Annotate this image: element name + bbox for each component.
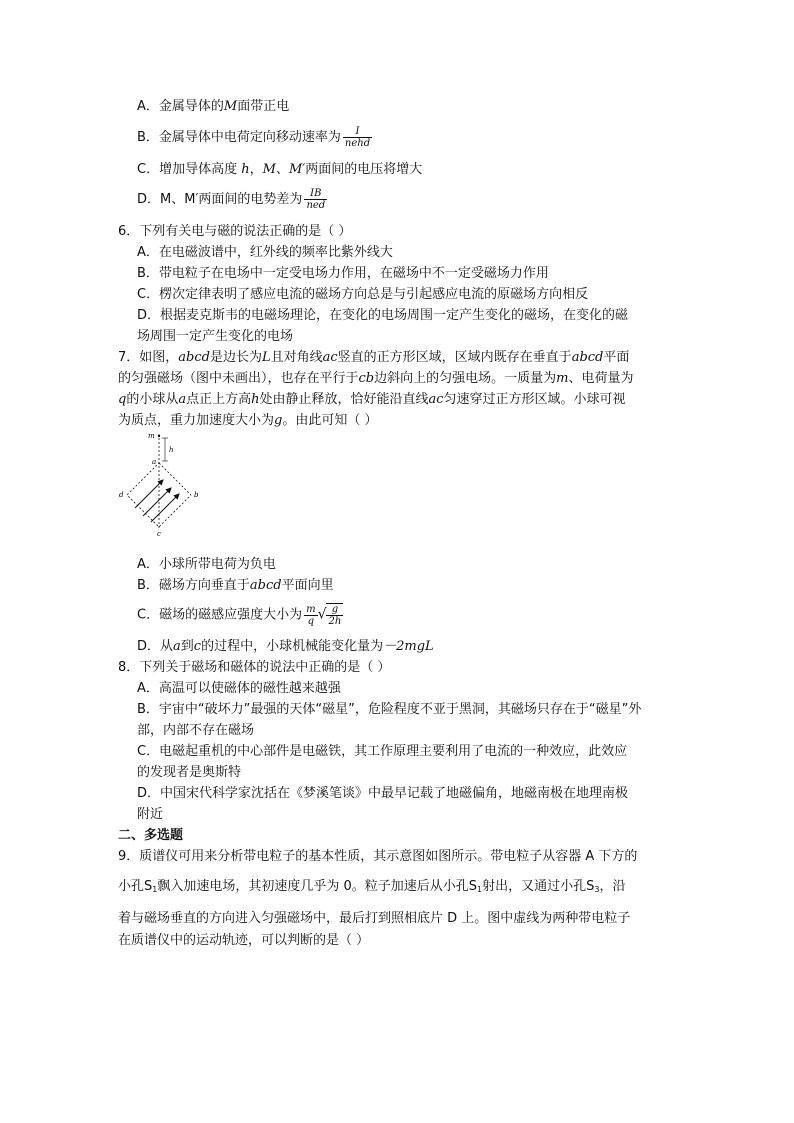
fraction: $\frac{m}{q}$ — [306, 603, 316, 627]
q6-option-c: C．楞次定律表明了感应电流的磁场方向总是与引起感应电流的原磁场方向相反 — [137, 287, 589, 302]
label-h: h — [169, 446, 174, 454]
label-m: m — [148, 432, 155, 440]
q7-stem-line1: 7．如图，abcd是边长为L且对角线ac竖直的正方形区域，区域内既存在垂直于abcd平面 — [118, 350, 630, 365]
q9-stem-line2: 小孔$S_1$飘入加速电场，其初速度几乎为 0。粒子加速后从小孔$S_1$射出，又通过小孔$S_3$，沿 — [118, 879, 626, 894]
q5-option-c: C．增加导体高度 h，M、M′两面间的电压将增大 — [137, 162, 423, 177]
q7-stem-line4: 为质点，重力加速度大小为g。由此可知（ ） — [118, 413, 378, 428]
q6-option-d-line1: D．根据麦克斯韦的电磁场理论，在变化的电场周围一定产生变化的磁场，在变化的磁 — [137, 308, 629, 323]
q9-stem-line3: 着与磁场垂直的方向进入匀强磁场中，最后打到照相底片 D 上。图中虚线为两种带电粒子 — [118, 911, 631, 926]
q5-option-a: A．金属导体的M面带正电 — [137, 99, 290, 114]
q7-option-c: C．磁场的磁感应强度大小为 $\frac{m}{q}$ √ $\frac{g}{2h}$ — [137, 603, 342, 627]
q7-option-d: D．从a到c的过程中，小球机械能变化量为－2mgL — [137, 639, 434, 654]
square-field-diagram — [117, 430, 217, 550]
label-a: a — [152, 458, 157, 466]
q8-option-d-line2: 附近 — [137, 807, 164, 822]
section-heading-multiple-choice: 二、多选题 — [118, 828, 184, 843]
q7-option-a: A．小球所带电荷为负电 — [137, 557, 276, 572]
q6-option-a: A．在电磁波谱中，红外线的频率比紫外线大 — [137, 245, 393, 260]
q9-stem-line4: 在质谱仪中的运动轨迹，可以判断的是（ ） — [118, 933, 370, 948]
ball-dot — [158, 435, 160, 437]
q7-option-b: B．磁场方向垂直于abcd平面向里 — [137, 578, 334, 593]
field-arrow — [151, 494, 179, 522]
q9-stem-line1: 9．质谱仪可用来分析带电粒子的基本性质，其示意图如图所示。带电粒子从容器 A 下方的 — [118, 849, 638, 864]
q6-option-b: B．带电粒子在电场中一定受电场力作用，在磁场中不一定受磁场力作用 — [137, 266, 549, 281]
q8-option-c-line1: C．电磁起重机的中心部件是电磁铁，其工作原理主要利用了电流的一种效应，此效应 — [137, 744, 628, 759]
q8-option-d-line1: D．中国宋代科学家沈括在《梦溪笔谈》中最早记载了地磁偏角，地磁南极在地理南极 — [137, 786, 629, 801]
q8-option-c-line2: 的发现者是奥斯特 — [137, 765, 242, 780]
label-c: c — [157, 530, 161, 538]
fraction: $\frac{I}{\text{nehd}}$ — [344, 126, 371, 149]
q7-stem-line3: q的小球从a点正上方高h处由静止释放，恰好能沿直线ac匀速穿过正方形区域。小球可视 — [118, 392, 626, 407]
field-arrow — [143, 488, 171, 516]
q8-option-b-line1: B．宇宙中“破坏力”最强的天体“磁星”，危险程度不亚于黑洞，其磁场只存在于“磁星”外 — [137, 702, 642, 717]
label-b: b — [194, 491, 199, 499]
sqrt-expression: √ $\frac{g}{2h}$ — [317, 604, 342, 627]
q8-option-b-line2: 部，内部不存在磁场 — [137, 723, 255, 738]
q5-option-b: B．金属导体中电荷定向移动速率为 $\frac{I}{\text{nehd}}$ — [137, 126, 371, 149]
label-d: d — [119, 491, 124, 499]
fraction: $\frac{IB}{\text{ned}}$ — [306, 188, 326, 211]
q6-stem: 6．下列有关电与磁的说法正确的是（ ） — [118, 224, 352, 239]
q5-option-d: D．M、M′两面间的电势差为 $\frac{IB}{\text{ned}}$ — [137, 188, 326, 211]
q7-stem-line2: 的匀强磁场（图中未画出），也存在平行于cb边斜向上的匀强电场。一质量为m、电荷量为 — [118, 371, 634, 386]
q8-option-a: A．高温可以使磁体的磁性越来越强 — [137, 681, 341, 696]
q6-option-d-line2: 场周围一定产生变化的电场 — [137, 329, 294, 344]
q8-stem: 8．下列关于磁场和磁体的说法中正确的是（ ） — [118, 660, 391, 675]
